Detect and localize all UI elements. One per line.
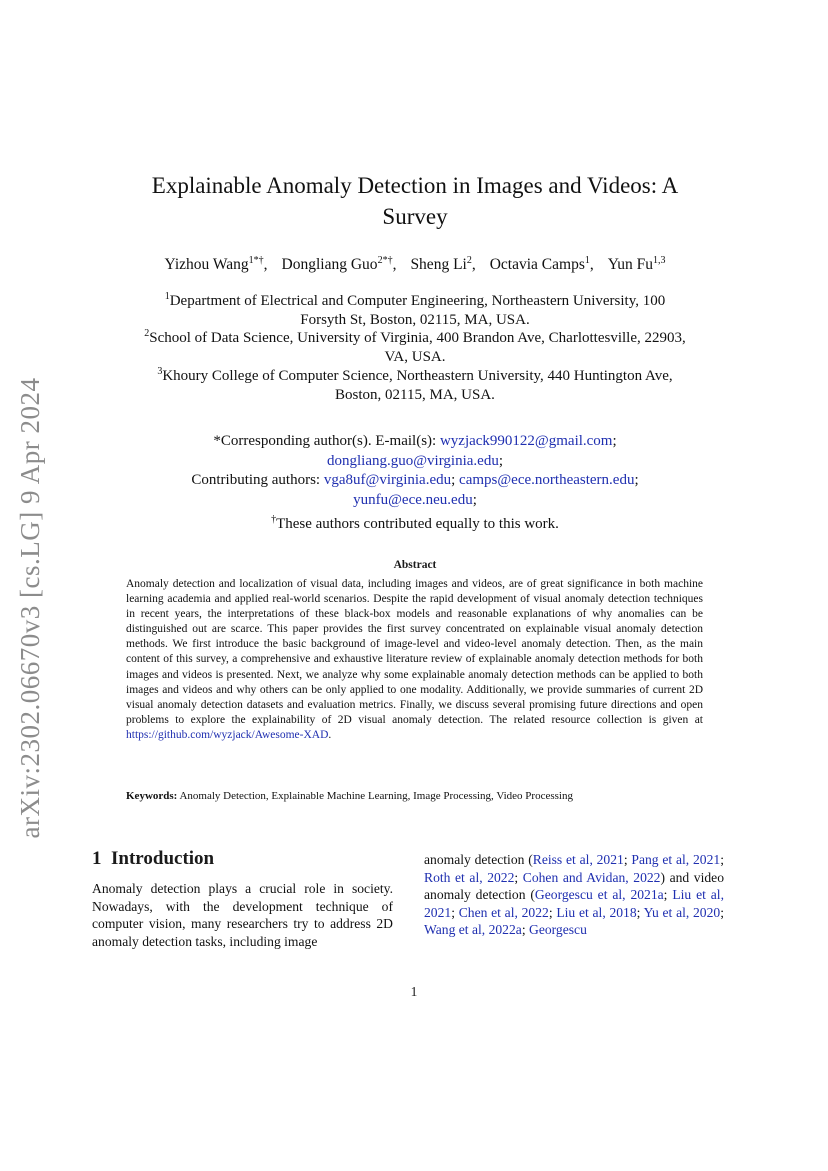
left-column-text: Anomaly detection plays a crucial role in society. Nowadays, with the development technique of computer vision, many researchers try to address 2D anomaly detection tasks, including image [92, 881, 393, 949]
arxiv-stamp: arXiv:2302.06670v3 [cs.LG] 9 Apr 2024 [15, 377, 45, 839]
email-link[interactable]: yunfu@ece.neu.edu [353, 491, 473, 508]
author: Yizhou Wang$^{1*\dagger}$ [164, 255, 264, 274]
citation-link[interactable]: Georgescu [529, 922, 587, 938]
resource-link[interactable]: https://github.com/wyzjack/Awesome-XAD [126, 728, 329, 741]
keywords: Keywords: Anomaly Detection, Explainable Machine Learning, Image Processing, Video Processing [126, 790, 573, 802]
author: Octavia Camps$^1$ [489, 255, 590, 274]
citation-link[interactable]: Georgescu et al, 2021a [534, 887, 664, 903]
affiliation-2: $^2$School of Data Science, University of Virginia, 400 Brandon Ave, Charlottesville, 22903, VA, USA. [144, 328, 686, 365]
page-number: 1 [410, 984, 418, 999]
email-link[interactable]: wyzjack990122@gmail.com [439, 433, 613, 449]
email-link[interactable]: dongliang.guo@virginia.edu [326, 452, 499, 469]
citation-link[interactable]: Roth et al, 2022 [424, 869, 515, 885]
citation-link[interactable]: Chen et al, 2022 [458, 904, 549, 920]
author: Sheng Li$^2$ [410, 255, 472, 274]
email-link[interactable]: vga8uf@virginia.edu [323, 472, 452, 488]
email-link[interactable]: camps@ece.northeastern.edu [459, 472, 635, 488]
affiliation-1: $^1$Department of Electrical and Computer Engineering, Northeastern University, 100 Forsyth St, Boston, 02115, MA, USA. [164, 291, 666, 328]
section-heading: 1 Introduction [92, 848, 215, 869]
abstract-heading: Abstract [393, 559, 437, 571]
abstract-body: Anomaly detection and localization of visual data, including images and videos, are of great significance in both machine learning academia and applied real-world scenarios. Despite the rapid development of visual anomaly detection techniques in recent years, the interpretations of these black-box models and reasonable explanations of why anomalies can be distinguished out are scarce. This paper provides the first survey concentrated on explainable visual anomaly detection methods. We first introduce the basic background of image-level and video-level anomaly detection. Then, as the main content of this survey, a comprehensive and exhaustive literature review of explainable anomaly detection methods for both images and videos is presented. Next, we analyze why some explainable anomaly detection methods can be applied to both images and videos and why others can be only applied to one modality. Additionally, we provide summaries of current 2D visual anomaly detection datasets and evaluation metrics. Finally, we discuss several promising future directions and open problems to explore the explainability of 2D visual anomaly detection. The related resource collection is given at https://github.com/wyzjack/Awesome-XAD. [126, 578, 703, 741]
citation-link[interactable]: Yu et al, 2020 [643, 904, 721, 920]
citation-link[interactable]: Pang et al, 2021 [631, 852, 721, 867]
author-list: Yizhou Wang$^{1*\dagger}$, Dongliang Guo$^{2*\dagger}$, Sheng Li$^2$, Octavia Camps$^1$, Yun Fu$^{1,3}$ [164, 255, 666, 274]
citation-link[interactable]: Wang et al, 2022a [424, 922, 522, 938]
citation-link[interactable]: Liu et al, 2018 [556, 904, 637, 920]
title-line-2: Survey [382, 204, 448, 229]
affiliation-3: $^3$Khoury College of Computer Science, Northeastern University, 440 Huntington Ave, Boston, 02115, MA, USA. [157, 366, 673, 403]
author: Yun Fu$^{1,3}$ [607, 255, 666, 274]
citation-link[interactable]: Liu et al, 2021 [424, 887, 724, 920]
correspondence: *Corresponding author(s). E-mail(s): wyzjack990122@gmail.com; dongliang.guo@virginia.edu; Contributing authors: vga8uf@virginia.edu; camps@ece.northeastern.edu; yunfu@ece.neu.edu; †These authors contributed equally to this work. [191, 433, 639, 532]
author: Dongliang Guo$^{2*\dagger}$ [281, 255, 393, 274]
citation-link[interactable]: Reiss et al, 2021 [532, 852, 624, 867]
paper-title [120, 170, 710, 232]
right-column-text: anomaly detection (Reiss et al, 2021; Pang et al, 2021; Roth et al, 2022; Cohen and Avidan, 2022) and video anomaly detection (Georgescu et al, 2021a; Liu et al, 2021; Chen et al, 2022; Liu et al, 2018; Yu et al, 2020; Wang et al, 2022a; Georgescu [424, 852, 724, 938]
title-line-1: Explainable Anomaly Detection in Images and Videos: A [151, 173, 679, 198]
citation-link[interactable]: Cohen and Avidan, 2022 [522, 869, 661, 885]
